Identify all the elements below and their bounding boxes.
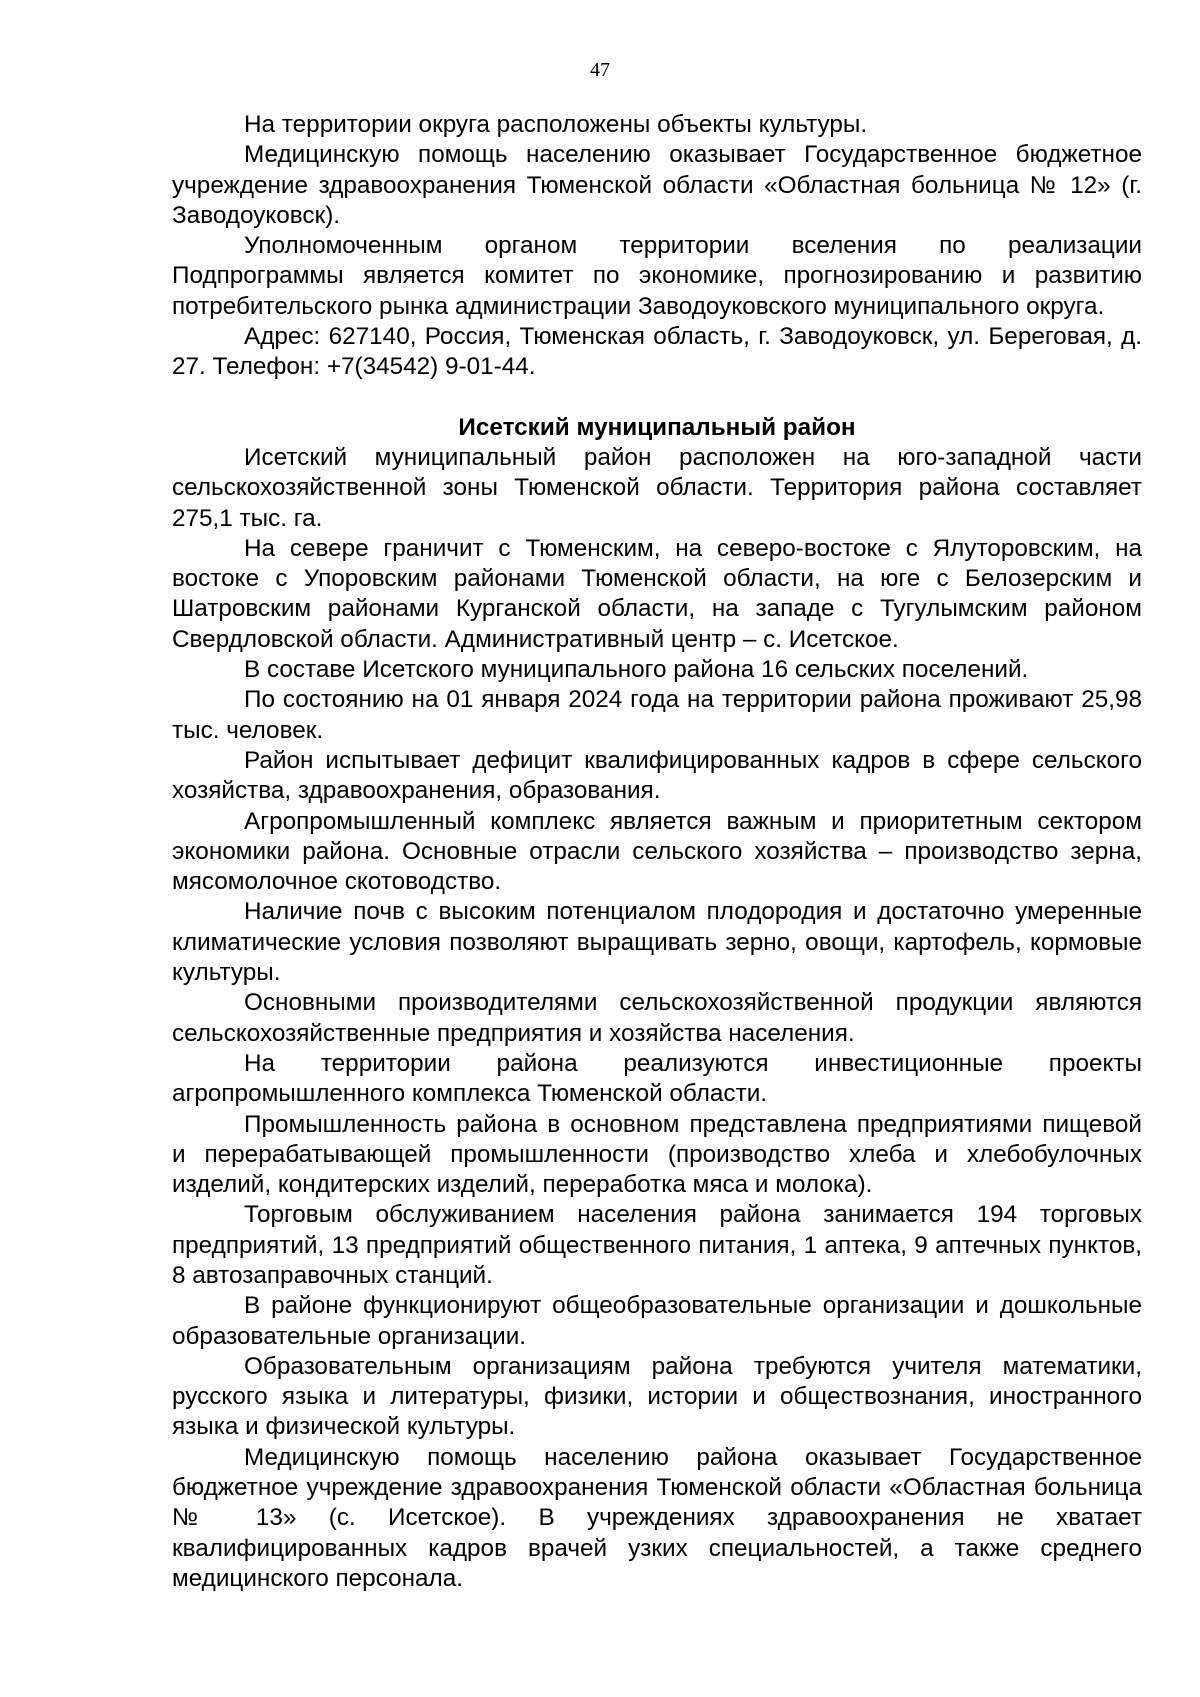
paragraph: В составе Исетского муниципального района 16 сельских поселений. [244, 656, 1029, 684]
paragraph: Образовательным организациям района требуются учителя математики, русского языка и литературы, физики, истории и обществознания, иностранного языка и физической культуры. [172, 1352, 1142, 1441]
paragraph: Торговым обслуживанием населения района занимается 194 торговых предприятий, 13 предприятий общественного питания, 1 аптека, 9 аптечных пунктов, 8 автозаправочных станций. [172, 1201, 1142, 1289]
paragraph: Район испытывает дефицит квалифицированных кадров в сфере сельского хозяйства, здравоохранения, образования. [172, 746, 1142, 805]
paragraph: Медицинскую помощь населению района оказывает Государственное бюджетное учреждение здравоохранения Тюменской области «Областная больница № 13» (с. Исетское). В учреждениях здравоохранения не хватает квалифицированных кадров врачей узких специальностей, а также среднего медицинского персонала. [172, 1443, 1142, 1592]
paragraph: Адрес: 627140, Россия, Тюменская область, г. Заводоуковск, ул. Береговая, д. 27. Телефон: +7(34542) 9-01-44. [172, 323, 1142, 381]
document-body [172, 110, 1142, 1594]
section-heading: Исетский муниципальный район [458, 413, 856, 441]
paragraph: Медицинскую помощь населению оказывает Государственное бюджетное учреждение здравоохранения Тюменской области «Областная больница № 12» (г. Заводоуковск). [172, 141, 1142, 229]
paragraph: В районе функционируют общеобразовательные организации и дошкольные образовательные организации. [172, 1292, 1142, 1350]
paragraph: По состоянию на 01 января 2024 года на территории района проживают 25,98 тыс. человек. [172, 686, 1142, 744]
paragraph: Промышленность района в основном представлена предприятиями пищевой и перерабатывающей промышленности (производство хлеба и хлебобулочных изделий, кондитерских изделий, переработка мяса и молока). [172, 1110, 1142, 1199]
paragraph: Наличие почв с высоким потенциалом плодородия и достаточно умеренные климатические условия позволяют выращивать зерно, овощи, картофель, кормовые культуры. [172, 898, 1142, 987]
section-spacer [172, 383, 1142, 413]
paragraph: Исетский муниципальный район расположен на юго-западной части сельскохозяйственной зоны Тюменской области. Территория района составляет 275,1 тыс. га. [172, 443, 1142, 532]
page-number: 47 [590, 59, 610, 81]
paragraph: Основными производителями сельскохозяйственной продукции являются сельскохозяйственные предприятия и хозяйства населения. [172, 989, 1142, 1047]
paragraph: На севере граничит с Тюменским, на северо-востоке с Ялуторовским, на востоке с Упоровским районами Тюменской области, на юге с Белозерским и Шатровским районами Курганской области, на западе с Тугулымским районом Свердловской области. Административный центр – с. Исетское. [172, 534, 1142, 653]
paragraph: На территории района реализуются инвестиционные проекты агропромышленного комплекса Тюменской области. [172, 1049, 1142, 1108]
paragraph: На территории округа расположены объекты культуры. [244, 111, 868, 138]
paragraph: Агропромышленный комплекс является важным и приоритетным сектором экономики района. Основные отрасли сельского хозяйства – производство зерна, мясомолочное скотоводство. [172, 807, 1142, 896]
paragraph: Уполномоченным органом территории вселения по реализации Подпрограммы является комитет по экономике, прогнозированию и развитию потребительского рынка администрации Заводоуковского муниципального округа. [172, 232, 1142, 320]
